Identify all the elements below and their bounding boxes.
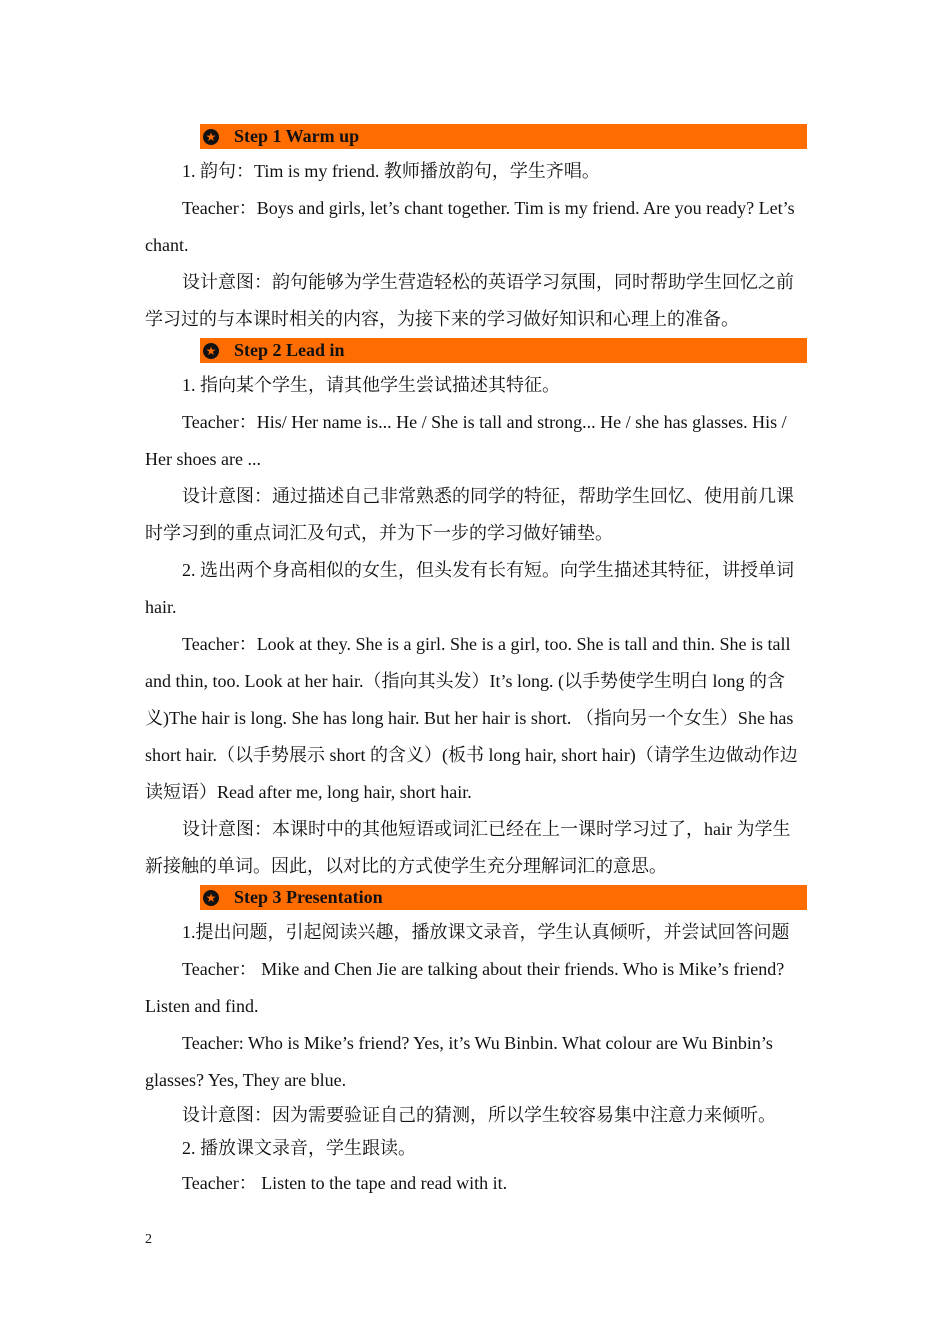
paragraph: Teacher：Boys and girls, let’s chant together. Tim is my friend. Are you ready? Let’s chant. [145,198,795,255]
section-title: Step 1 Warm up [234,126,360,146]
section-header-lead-in [200,338,807,363]
paragraph: Teacher: Who is Mike’s friend? Yes, it’s Wu Binbin. What colour are Wu Binbin’s glasses? Yes, They are blue. [145,1033,773,1090]
document-body [145,124,807,1202]
paragraph: 2. 播放课文录音，学生跟读。 [182,1138,416,1158]
star-circle-icon: ★ [203,343,219,359]
paragraph: 设计意图：韵句能够为学生营造轻松的英语学习氛围，同时帮助学生回忆之前学习过的与本课时相关的内容，为接下来的学习做好知识和心理上的准备。 [145,272,794,329]
paragraph: Teacher：His/ Her name is... He / She is tall and strong... He / she has glasses. His / Her shoes are ... [145,412,787,469]
paragraph: 1.提出问题，引起阅读兴趣，播放课文录音，学生认真倾听，并尝试回答问题 [182,922,790,942]
paragraph: 设计意图：通过描述自己非常熟悉的同学的特征，帮助学生回忆、使用前几课时学习到的重点词汇及句式，并为下一步的学习做好铺垫。 [145,486,794,543]
paragraph: Teacher： Mike and Chen Jie are talking about their friends. Who is Mike’s friend? Listen and find. [145,959,785,1016]
section-title: Step 3 Presentation [234,887,383,907]
paragraph: 1. 韵句：Tim is my friend. 教师播放韵句，学生齐唱。 [182,161,600,181]
paragraph: Teacher： Listen to the tape and read with it. [182,1173,508,1193]
star-circle-icon: ★ [203,129,219,145]
paragraph: 设计意图：因为需要验证自己的猜测，所以学生较容易集中注意力来倾听。 [182,1105,776,1125]
star-circle-icon: ★ [203,890,219,906]
section-header-presentation [200,885,807,910]
paragraph: 设计意图：本课时中的其他短语或词汇已经在上一课时学习过了，hair 为学生新接触的单词。因此，以对比的方式使学生充分理解词汇的意思。 [145,819,791,876]
paragraph: Teacher：Look at they. She is a girl. She is a girl, too. She is tall and thin. She is tall and thin, too. Look at her hair.（指向其头发）It’s long. (以手势使学生明白 long 的含义)The hair is long. She has long hair. But her hair is short. （指向另一个女生）She has short hair.（以手势展示 short 的含义）(板书 long hair, short hair)（请学生边做动作边读短语）Read after me, long hair, short hair. [145,634,798,802]
page-number: 2 [145,1232,152,1247]
paragraph: 1. 指向某个学生，请其他学生尝试描述其特征。 [182,375,560,395]
paragraph: 2. 选出两个身高相似的女生，但头发有长有短。向学生描述其特征，讲授单词 hair. [145,560,794,617]
section-title: Step 2 Lead in [234,340,345,360]
section-header-warm-up [200,124,807,149]
